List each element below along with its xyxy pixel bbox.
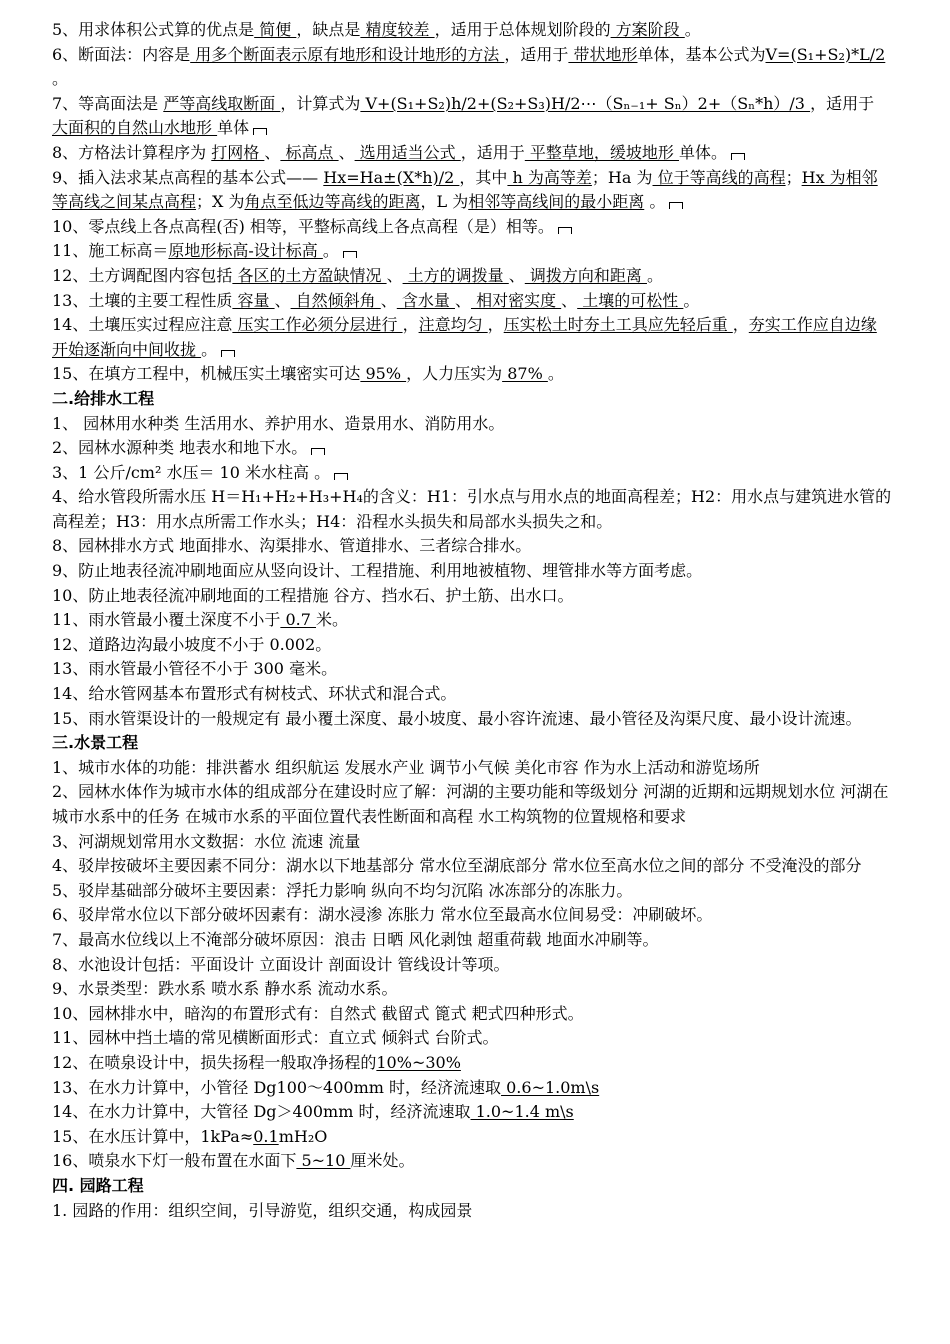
underlined-answer: 打网格 bbox=[211, 142, 265, 162]
underlined-answer: 原地形标高-设计标高 bbox=[168, 241, 323, 261]
text-segment: 8、水池设计包括：平面设计 立面设计 剖面设计 管线设计等项。 bbox=[52, 954, 510, 974]
text-segment: ，适用于 bbox=[810, 93, 875, 113]
list-item bbox=[52, 1076, 892, 1101]
list-item bbox=[52, 707, 892, 732]
underlined-answer: 自然倾斜角 bbox=[290, 290, 381, 310]
text-segment: 9、防止地表径流冲刷地面应从竖向设计、工程措施、利用地被植物、埋管排水等方面考虑。 bbox=[52, 561, 703, 581]
text-segment: 16、喷泉水下灯一般布置在水面下 bbox=[52, 1151, 297, 1171]
list-item bbox=[52, 1100, 892, 1125]
text-segment: 14、给水管网基本布置形式有树枝式、环状式和混合式。 bbox=[52, 684, 457, 704]
text-segment: 1. 园路的作用：组织空间，引导游览，组织交通，构成园景 bbox=[52, 1200, 473, 1220]
underlined-answer: 87% bbox=[502, 364, 548, 384]
underlined-answer: 各区的土方盈缺情况 bbox=[232, 265, 387, 285]
text-segment: 。 bbox=[646, 265, 663, 285]
text-segment: 14、在水力计算中，大管径 Dg＞400mm 时，经济流速取 bbox=[52, 1102, 471, 1122]
paragraph-mark-icon bbox=[253, 128, 267, 135]
text-segment: 13、土壤的主要工程性质 bbox=[52, 290, 233, 310]
text-segment: 4、驳岸按破坏主要因素不同分：湖水以下地基部分 常水位至湖底部分 常水位至高水位之间的部分 不受淹没的部分 bbox=[52, 856, 862, 876]
list-item bbox=[52, 830, 892, 855]
list-item bbox=[52, 289, 892, 314]
list-item bbox=[52, 215, 892, 240]
text-segment: 8、方格法计算程序为 bbox=[52, 142, 212, 162]
text-segment: mH₂O bbox=[278, 1126, 328, 1146]
underlined-answer: 1.0~1.4 m\s bbox=[470, 1102, 574, 1122]
text-segment: ， bbox=[402, 315, 419, 335]
text-segment: 11、园林中挡土墙的常见横断面形式：直立式 倾斜式 台阶式。 bbox=[52, 1028, 499, 1048]
list-item bbox=[52, 1199, 892, 1224]
text-segment: 2、园林水体作为城市水体的组成部分在建设时应了解：河湖的主要功能和等级划分 河湖的近期和远期规划水位 河湖在城市水系中的任务 在城市水系的平面位置代表性断面和高程 水工构筑物的位置规格和要求 bbox=[52, 782, 889, 826]
list-item bbox=[52, 436, 892, 461]
list-item bbox=[52, 313, 892, 362]
text-segment: 3、河湖规划常用水文数据：水位 流速 流量 bbox=[52, 831, 361, 851]
text-segment: ，适用于 bbox=[504, 44, 569, 64]
text-segment: 1、 园林用水种类 生活用水、养护用水、造景用水、消防用水。 bbox=[52, 413, 505, 433]
paragraph-mark-icon bbox=[558, 227, 572, 234]
list-item bbox=[52, 879, 892, 904]
text-segment: ；X 为 bbox=[196, 192, 245, 212]
underlined-answer: 选用适当公式 bbox=[354, 142, 461, 162]
text-segment: 、 bbox=[380, 290, 397, 310]
underlined-answer: 严等高线取断面 bbox=[163, 93, 281, 113]
text-segment: ，L 为 bbox=[420, 192, 469, 212]
paragraph-mark-icon bbox=[343, 251, 357, 258]
text-segment: 5、驳岸基础部分破坏主要因素：浮托力影响 纵向不均匀沉陷 冰冻部分的冻胀力。 bbox=[52, 880, 633, 900]
text-segment: 、 bbox=[561, 290, 578, 310]
underlined-answer: 0.1 bbox=[253, 1126, 279, 1146]
text-segment: 4、给水管段所需水压 H＝H₁+H₂+H₃+H₄的含义：H1：引水点与用水点的地面高程差；H2：用水点与建筑进水管的高程差；H3：用水点所需工作水头；H4：沿程水头损失和局部水头损失之和。 bbox=[52, 487, 892, 531]
section-heading bbox=[52, 1174, 892, 1199]
list-item bbox=[52, 166, 892, 215]
list-item bbox=[52, 854, 892, 879]
text-segment: 单体 bbox=[217, 118, 250, 138]
list-item bbox=[52, 633, 892, 658]
underlined-answer: V=(S₁+S₂)*L/2 bbox=[765, 44, 886, 64]
text-segment: 单体，基本公式为 bbox=[637, 44, 766, 64]
text-segment: 13、雨水管最小管径不小于 300 毫米。 bbox=[52, 659, 338, 679]
text-segment: ，缺点是 bbox=[296, 20, 361, 39]
list-item bbox=[52, 534, 892, 559]
underlined-answer: 夯实工作应自边缘开始逐渐向中间收拢 bbox=[52, 315, 877, 359]
text-segment: ， bbox=[732, 315, 749, 335]
text-segment: 11、雨水管最小覆土深度不小于 bbox=[52, 610, 281, 630]
underlined-answer: 相对密实度 bbox=[470, 290, 562, 310]
underlined-answer: 土壤的可松性 bbox=[577, 290, 684, 310]
text-segment: 6、断面法：内容是 bbox=[52, 44, 191, 64]
text-segment: 12、土方调配图内容包括 bbox=[52, 265, 233, 285]
text-segment: 3、1 公斤/cm² 水压＝ 10 米水柱高 。 bbox=[52, 462, 331, 482]
section-heading bbox=[52, 731, 892, 756]
list-item bbox=[52, 412, 892, 437]
list-item bbox=[52, 928, 892, 953]
text-segment: ，适用于 bbox=[460, 142, 525, 162]
list-item bbox=[52, 141, 892, 166]
list-item bbox=[52, 18, 892, 43]
underlined-answer: 5~10 bbox=[296, 1151, 351, 1171]
list-item bbox=[52, 1026, 892, 1051]
text-segment: ，人力压实为 bbox=[406, 364, 503, 384]
text-segment: ； bbox=[785, 167, 802, 187]
text-segment: 。 bbox=[322, 241, 339, 261]
text-segment: 、 bbox=[454, 290, 471, 310]
text-segment: 8、园林排水方式 地面排水、沟渠排水、管道排水、三者综合排水。 bbox=[52, 536, 532, 556]
list-item bbox=[52, 780, 892, 829]
list-item bbox=[52, 1051, 892, 1076]
underlined-answer: 用多个断面表示原有地形和设计地形的方法 bbox=[190, 44, 505, 64]
underlined-answer: 相邻等高线间的最小距离 bbox=[468, 192, 645, 212]
paragraph-mark-icon bbox=[221, 350, 235, 357]
text-segment: 2、园林水源种类 地表水和地下水。 bbox=[52, 438, 308, 458]
underlined-answer: 带状地形 bbox=[568, 44, 638, 64]
list-item bbox=[52, 559, 892, 584]
text-segment: 单体。 bbox=[678, 142, 727, 162]
list-item bbox=[52, 1149, 892, 1174]
text-segment: ；Ha 为 bbox=[591, 167, 653, 187]
text-segment: ， bbox=[487, 315, 504, 335]
text-segment: 二.给排水工程 bbox=[52, 388, 155, 408]
text-segment: 、 bbox=[264, 142, 281, 162]
underlined-answer: 位于等高线的高程 bbox=[652, 167, 786, 187]
text-segment: 。 bbox=[684, 20, 701, 39]
text-segment: ，适用于总体规划阶段的 bbox=[434, 20, 611, 39]
underlined-answer: 土方的调拨量 bbox=[402, 265, 509, 285]
list-item bbox=[52, 584, 892, 609]
text-segment: 11、施工标高＝ bbox=[52, 241, 169, 261]
underlined-answer: Hx=Ha±(X*h)/2 bbox=[323, 167, 460, 187]
text-segment: 米。 bbox=[316, 610, 349, 630]
underlined-answer: 调拨方向和距离 bbox=[524, 265, 647, 285]
underlined-answer: 大面积的自然山水地形 bbox=[52, 118, 218, 138]
underlined-answer: 压实工作必须分层进行 bbox=[232, 315, 403, 335]
underlined-answer: 精度较差 bbox=[360, 20, 435, 39]
underlined-answer: Hx 为相邻等高线之间某点高程 bbox=[52, 167, 878, 212]
text-segment: 5、用求体积公式算的优点是 bbox=[52, 20, 255, 39]
text-segment: 12、道路边沟最小坡度不小于 0.002。 bbox=[52, 634, 332, 654]
underlined-answer: 方案阶段 bbox=[610, 20, 685, 39]
list-item bbox=[52, 953, 892, 978]
text-segment: 、 bbox=[508, 265, 525, 285]
text-segment: 6、驳岸常水位以下部分破坏因素有：湖水浸渗 冻胀力 常水位至最高水位间易受：冲刷破坏。 bbox=[52, 905, 713, 925]
list-item bbox=[52, 903, 892, 928]
underlined-answer: 容量 bbox=[232, 290, 275, 310]
text-segment: 15、在水压计算中，1kPa≈ bbox=[52, 1126, 254, 1146]
text-segment: 、 bbox=[338, 142, 355, 162]
underlined-answer: h 为高等差 bbox=[507, 167, 592, 187]
text-segment: 。 bbox=[52, 69, 69, 89]
text-segment: 。 bbox=[201, 339, 218, 359]
underlined-answer: 平整草地，缓坡地形 bbox=[524, 142, 679, 162]
underlined-answer: 压实松土时夯土工具应先轻后重 bbox=[503, 315, 733, 335]
text-segment: 15、在填方工程中，机械压实土壤密实可达 bbox=[52, 364, 361, 384]
text-segment: 、 bbox=[274, 290, 291, 310]
list-item bbox=[52, 461, 892, 486]
text-segment: 15、雨水管渠设计的一般规定有 最小覆土深度、最小坡度、最小容许流速、最小管径及沟渠尺度、最小设计流速。 bbox=[52, 708, 862, 728]
text-segment: 7、最高水位线以上不淹部分破坏原因：浪击 日晒 风化剥蚀 超重荷载 地面水冲刷等。 bbox=[52, 929, 659, 949]
text-segment: ，其中 bbox=[459, 167, 508, 187]
list-item bbox=[52, 756, 892, 781]
paragraph-mark-icon bbox=[334, 473, 348, 480]
underlined-answer: 简便 bbox=[254, 20, 297, 39]
text-segment: 10、防止地表径流冲刷地面的工程措施 谷方、挡水石、护土筋、出水口。 bbox=[52, 585, 574, 605]
list-item bbox=[52, 485, 892, 534]
underlined-answer: 0.7 bbox=[280, 610, 316, 630]
paragraph-mark-icon bbox=[311, 448, 325, 455]
text-segment: 。 bbox=[644, 192, 666, 212]
list-item bbox=[52, 1002, 892, 1027]
text-segment: 。 bbox=[683, 290, 700, 310]
text-segment: 。 bbox=[547, 364, 564, 384]
text-segment: 9、水景类型：跌水系 喷水系 静水系 流动水系。 bbox=[52, 979, 398, 999]
list-item bbox=[52, 977, 892, 1002]
underlined-answer: 角点至低边等高线的距离 bbox=[244, 192, 421, 212]
underlined-answer: 标高点 bbox=[280, 142, 339, 162]
paragraph-mark-icon bbox=[731, 153, 745, 160]
list-item bbox=[52, 682, 892, 707]
underlined-answer: 95% bbox=[360, 364, 407, 384]
paragraph-mark-icon bbox=[669, 202, 683, 209]
text-segment: 厘米处。 bbox=[350, 1151, 415, 1171]
section-heading bbox=[52, 387, 892, 412]
text-segment: 、 bbox=[386, 265, 403, 285]
list-item bbox=[52, 92, 892, 141]
text-segment: 12、在喷泉设计中，损失扬程一般取净扬程的 bbox=[52, 1052, 377, 1072]
list-item bbox=[52, 362, 892, 387]
text-segment: 1、城市水体的功能：排洪蓄水 组织航运 发展水产业 调节小气候 美化市容 作为水上活动和游览场所 bbox=[52, 757, 760, 777]
underlined-answer: 0.6~1.0m\s bbox=[501, 1077, 600, 1097]
underlined-answer: V+(S₁+S₂)h/2+(S₂+S₃)H/2⋯（Sₙ₋₁+ Sₙ）2+（Sₙ*h）/3 bbox=[360, 93, 811, 113]
list-item bbox=[52, 264, 892, 289]
list-item bbox=[52, 239, 892, 264]
underlined-answer: 10%~30% bbox=[376, 1052, 461, 1072]
text-segment: 9、插入法求某点高程的基本公式—— bbox=[52, 167, 324, 187]
text-segment: 三.水景工程 bbox=[52, 733, 139, 753]
text-segment: 四. 园路工程 bbox=[52, 1175, 144, 1195]
text-segment: 13、在水力计算中，小管径 Dg100～400mm 时，经济流速取 bbox=[52, 1077, 502, 1097]
underlined-answer: 含水量 bbox=[396, 290, 455, 310]
list-item bbox=[52, 608, 892, 633]
text-segment: 14、土壤压实过程应注意 bbox=[52, 315, 233, 335]
text-segment: ，计算式为 bbox=[280, 93, 361, 113]
text-segment: 7、等高面法是 bbox=[52, 93, 164, 113]
list-item bbox=[52, 43, 892, 92]
list-item bbox=[52, 657, 892, 682]
list-item bbox=[52, 1125, 892, 1150]
underlined-answer: 注意均匀 bbox=[418, 315, 488, 335]
text-segment: 10、园林排水中，暗沟的布置形式有：自然式 截留式 篦式 耙式四种形式。 bbox=[52, 1003, 584, 1023]
text-segment: 10、零点线上各点高程(否) 相等，平整标高线上各点高程（是）相等。 bbox=[52, 216, 554, 236]
